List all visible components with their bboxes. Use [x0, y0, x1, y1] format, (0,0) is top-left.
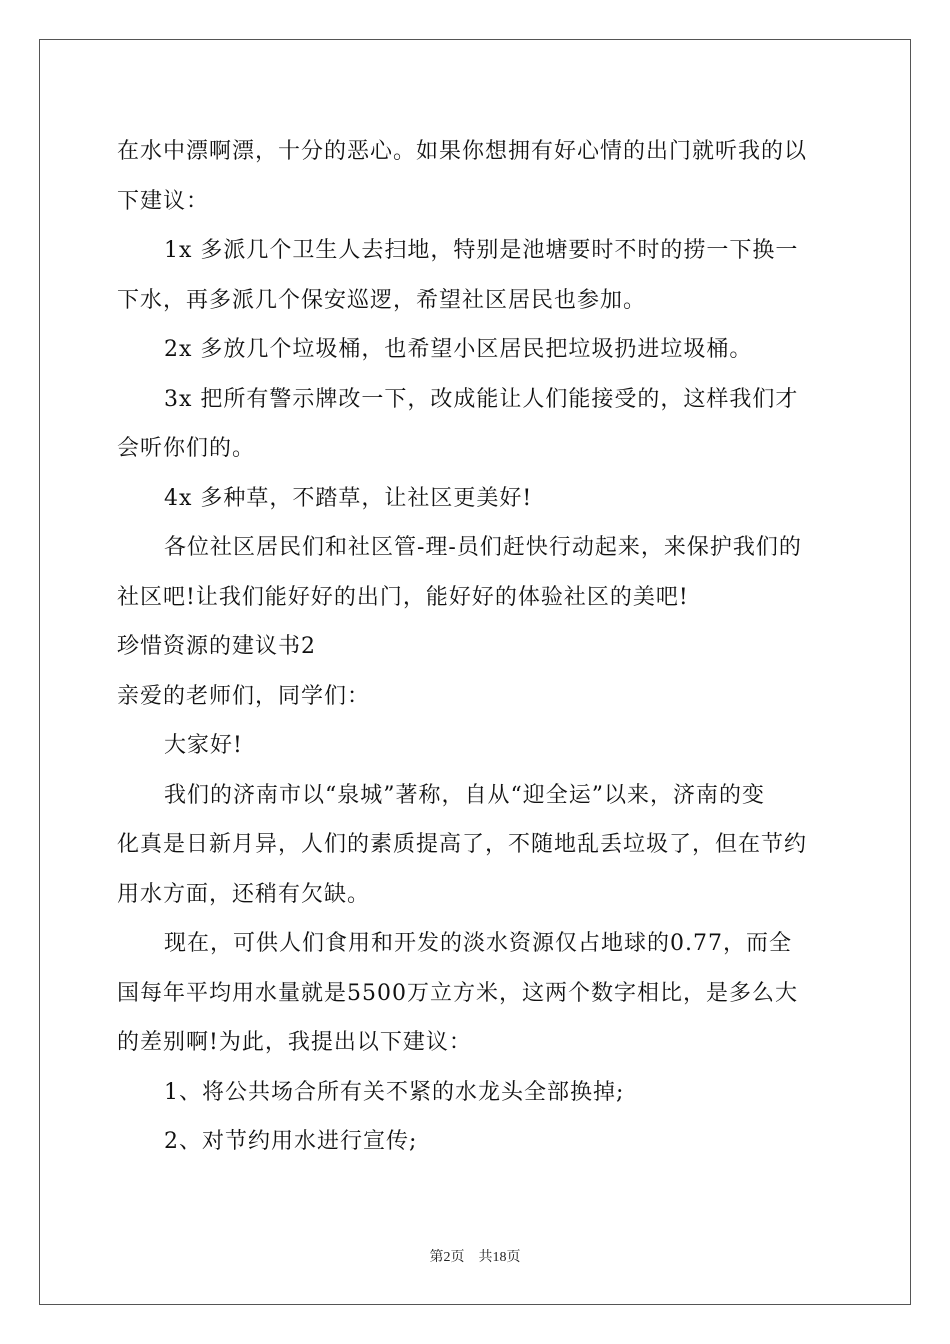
text-line: 化真是日新月异，人们的素质提高了，不随地乱丢垃圾了，但在节约	[117, 832, 808, 857]
text-line: 2x 多放几个垃圾桶，也希望小区居民把垃圾扔进垃圾桶。	[164, 337, 753, 362]
text-line: 3x 把所有警示牌改一下，改成能让人们能接受的，这样我们才	[164, 386, 799, 412]
text-line: 各位社区居民们和社区管-理-员们赶快行动起来，来保护我们的	[164, 535, 802, 560]
text-line: 1x 多派几个卫生人去扫地，特别是池塘要时不时的捞一下换一	[164, 238, 799, 263]
text-line: 会听你们的。	[117, 436, 256, 461]
page-number: 第2页 共18页	[429, 1250, 521, 1265]
section-heading: 珍惜资源的建议书2	[117, 634, 316, 659]
text-line: 在水中漂啊漂，十分的恶心。如果你想拥有好心情的出门就听我的以	[117, 139, 808, 164]
text-line: 现在，可供人们食用和开发的淡水资源仅占地球的0.77，而全	[164, 931, 792, 956]
text-line: 国每年平均用水量就是5500万立方米，这两个数字相比，是多么大	[117, 980, 798, 1006]
text-line: 我们的济南市以“泉城”著称，自从“迎全运”以来，济南的变	[164, 782, 765, 808]
salutation: 亲爱的老师们，同学们：	[117, 683, 371, 709]
list-item: 2、对节约用水进行宣传;	[164, 1129, 418, 1154]
text-line: 社区吧!让我们能好好的出门，能好好的体验社区的美吧!	[117, 584, 689, 610]
text-line: 用水方面，还稍有欠缺。	[117, 881, 371, 907]
greeting: 大家好!	[164, 733, 243, 758]
text-line: 4x 多种草，不踏草，让社区更美好!	[164, 485, 533, 511]
text-line: 下水，再多派几个保安巡逻，希望社区居民也参加。	[117, 287, 647, 313]
document-body	[117, 127, 837, 1167]
text-line: 下建议：	[117, 188, 210, 214]
text-line: 的差别啊!为此，我提出以下建议：	[117, 1030, 472, 1055]
list-item: 1、将公共场合所有关不紧的水龙头全部换掉;	[164, 1079, 625, 1105]
